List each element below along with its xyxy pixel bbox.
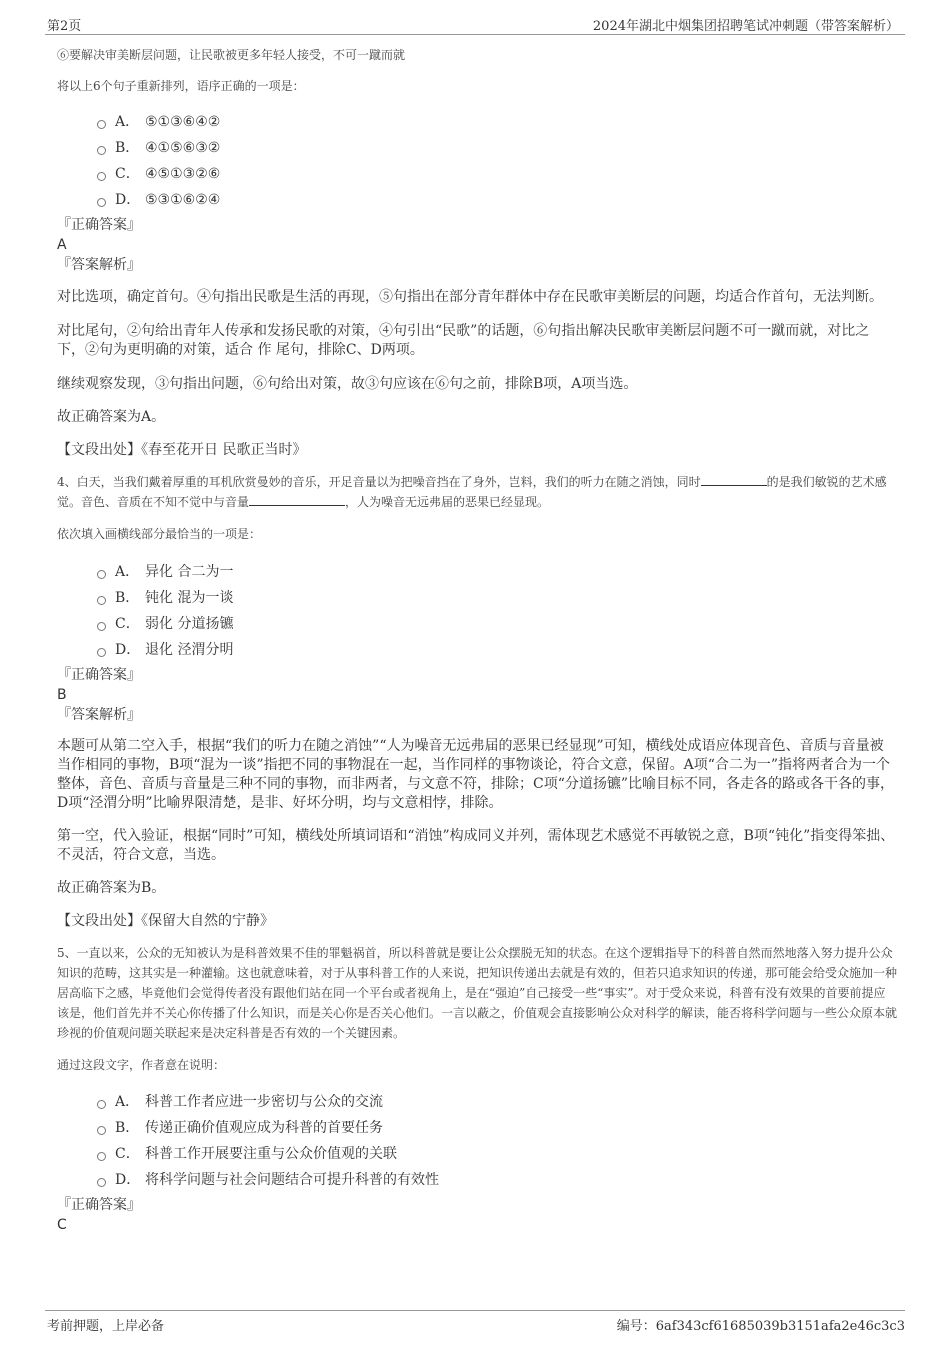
radio-icon[interactable]	[97, 622, 106, 631]
q5-option-a[interactable]: A． 科普工作者应进一步密切与公众的交流	[57, 1089, 897, 1115]
q3-source: 【文段出处】《春至花开日 民歌正当时》	[57, 442, 307, 458]
q4-answer: B	[57, 687, 67, 703]
q5-answer: C	[57, 1217, 67, 1233]
q5-options	[57, 1089, 897, 1193]
q4-answer-label: 『正确答案』	[57, 667, 141, 683]
document-content	[57, 45, 897, 1235]
document-title: 2024年湖北中烟集团招聘笔试冲刺题（带答案解析）	[592, 19, 899, 34]
q5-stem: 5、一直以来，公众的无知被认为是科普效果不佳的罪魁祸首，所以科普就是要让公众摆脱无知的状态。在这个逻辑指导下的科普自然而然地落入努力提升公众知识的范畴，这其实是一种灌输。这也就意味着，对于从事科普工作的人来说，把知识传递出去就是有效的，但若只追求知识的传递，那可能会给受众施加一种居高临下之感，毕竟他们会觉得传者没有跟他们站在同一个平台或者视角上，是在“强迫”自己接受一些“事实”。对于受众来说，科普有没有效果的首要前提应该是，他们首先并不关心你传播了什么知识，而是关心你是否关心他们。一言以蔽之，价值观会直接影响公众对科学的解读，能否将科学问题与一些公众原本就珍视的价值观问题关联起来是决定科普是否有效的一个关键因素。	[57, 946, 898, 1040]
radio-icon[interactable]	[97, 648, 106, 657]
radio-icon[interactable]	[97, 172, 106, 181]
q3-options	[57, 109, 897, 213]
q3-analysis-3: 继续观察发现，③句指出问题，⑥句给出对策，故③句应该在⑥句之前，排除B项，A项当选。	[57, 376, 638, 392]
page-footer	[45, 1310, 905, 1333]
radio-icon[interactable]	[97, 1126, 106, 1135]
q3-analysis-label: 『答案解析』	[57, 257, 141, 273]
q4-analysis-2: 第一空，代入验证，根据“同时”可知，横线处所填词语和“消蚀”构成同义并列，需体现艺术感觉不再敏锐之意，B项“钝化”指变得笨拙、不灵活，符合文意，当选。	[57, 828, 895, 863]
q4-analysis-3: 故正确答案为B。	[57, 880, 166, 896]
footer-slogan: 考前押题，上岸必备	[47, 1319, 165, 1334]
document-id: 编号：6af343cf61685039b3151afa2e46c3c3	[616, 1319, 905, 1334]
q4-stem: 4、白天，当我们戴着厚重的耳机欣赏曼妙的音乐，开足音量以为把噪音挡在了身外，岂料，我们的听力在随之消蚀，同时 的是我们敏锐的艺术感觉。音色、音质在不知不觉中与音量 ，人为噪音无远弗届的恶果已经显现。	[57, 475, 887, 509]
q5-option-c[interactable]: C． 科普工作开展要注重与公众价值观的关联	[57, 1141, 897, 1167]
radio-icon[interactable]	[97, 146, 106, 155]
blank-line	[701, 473, 767, 486]
q3-answer-label: 『正确答案』	[57, 217, 141, 233]
q3-analysis-4: 故正确答案为A。	[57, 409, 166, 425]
q4-source: 【文段出处】《保留大自然的宁静》	[57, 913, 274, 929]
q3-option-b[interactable]: B． ④①⑤⑥③②	[57, 135, 897, 161]
q4-option-b[interactable]: B． 钝化 混为一谈	[57, 585, 897, 611]
q3-prompt: 将以上6个句子重新排列，语序正确的一项是：	[57, 79, 305, 93]
radio-icon[interactable]	[97, 596, 106, 605]
q5-option-b[interactable]: B． 传递正确价值观应成为科普的首要任务	[57, 1115, 897, 1141]
q3-answer: A	[57, 237, 67, 253]
radio-icon[interactable]	[97, 120, 106, 129]
radio-icon[interactable]	[97, 198, 106, 207]
q4-option-d[interactable]: D． 退化 泾渭分明	[57, 637, 897, 663]
radio-icon[interactable]	[97, 1178, 106, 1187]
q3-option-c[interactable]: C． ④⑤①③②⑥	[57, 161, 897, 187]
q4-analysis-label: 『答案解析』	[57, 707, 141, 723]
radio-icon[interactable]	[97, 1100, 106, 1109]
q5-prompt: 通过这段文字，作者意在说明：	[57, 1058, 226, 1072]
q3-option-a[interactable]: A． ⑤①③⑥④②	[57, 109, 897, 135]
radio-icon[interactable]	[97, 570, 106, 579]
q4-option-a[interactable]: A． 异化 合二为一	[57, 559, 897, 585]
q3-analysis-1: 对比选项，确定首句。④句指出民歌是生活的再现，⑤句指出在部分青年群体中存在民歌审美断层的问题，均适合作首句，无法判断。	[57, 289, 883, 305]
q4-options	[57, 559, 897, 663]
radio-icon[interactable]	[97, 1152, 106, 1161]
q3-analysis-2: 对比尾句，②句给出青年人传承和发扬民歌的对策，④句引出“民歌”的话题，⑥句指出解决民歌审美断层问题不可一蹴而就，对比之下，②句为更明确的对策，适合 作 尾句，排除C、D两项。	[57, 323, 870, 358]
q4-option-c[interactable]: C． 弱化 分道扬镳	[57, 611, 897, 637]
q3-sentence-6: ⑥要解决审美断层问题，让民歌被更多年轻人接受，不可一蹴而就	[57, 48, 406, 62]
q4-prompt: 依次填入画横线部分最恰当的一项是：	[57, 527, 262, 541]
q3-option-d[interactable]: D． ⑤③①⑥②④	[57, 187, 897, 213]
page-header	[45, 12, 905, 35]
blank-line	[249, 493, 345, 506]
q5-answer-label: 『正确答案』	[57, 1197, 141, 1213]
page-number: 第2页	[47, 19, 82, 34]
q4-analysis-1: 本题可从第二空入手，根据“我们的听力在随之消蚀”“人为噪音无远弗届的恶果已经显现”可知，横线处成语应体现音色、音质与音量被当作相同的事物，B项“混为一谈”指把不同的事物混在一起，当作同样的事物谈论，符合文意，保留。A项“合二为一”指将两者合为一个整体，音色、音质与音量是三种不同的事物，而非两者，与文意不符，排除；C项“分道扬镳”比喻目标不同，各走各的路或各干各的事，D项“泾渭分明”比喻界限清楚，是非、好坏分明，均与文意相悖，排除。	[57, 738, 895, 811]
q5-option-d[interactable]: D． 将科学问题与社会问题结合可提升科普的有效性	[57, 1167, 897, 1193]
